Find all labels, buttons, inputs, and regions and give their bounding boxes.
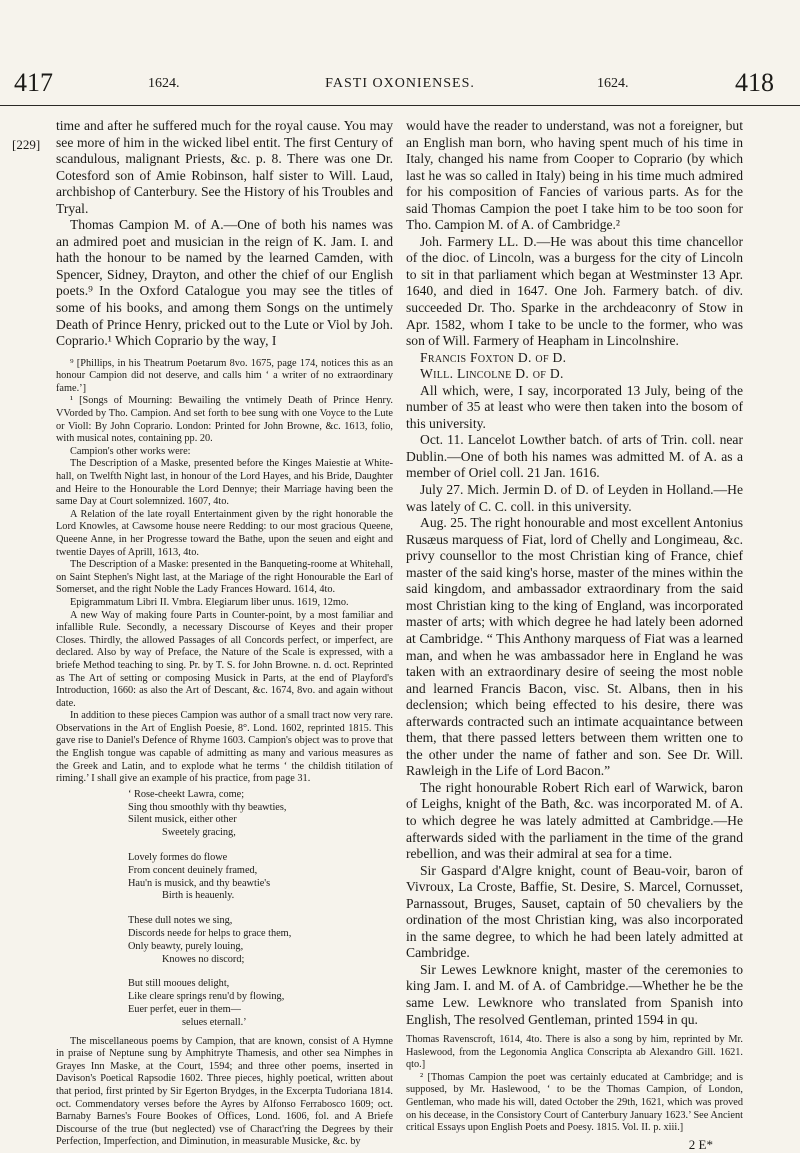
poem-line: Only beawty, purely louing, xyxy=(128,940,244,952)
poem-line: From concent deuinely framed, xyxy=(128,864,258,876)
header-rule xyxy=(0,105,800,106)
body-paragraph: Thomas Campion M. of A.—One of both his names was an admired poet and musician in the reign of K. Jam. I. and hath the honour to be named by the learned Camden, with Spencer, Sidney, Drayton, and other the chief of our English poets.⁹ In the Oxford Catalogue you may see the titles of some of his books, and among them Songs on the untimely Death of Prince Henry, pricked out to the Lute or Viol by Joh. Coprario.¹ Which Coprario by the way, I xyxy=(56,217,393,349)
footnote: A Relation of the late royall Entertainment given by the right honorable the Lord Knowles, at Cawsome house neere Redding: to our most gracious Queene, Queene Anne, in her Progresse toward the Bathe, upon the seuen and eight and twentie Dayes of Aprill, 1613, 4to. xyxy=(56,508,393,558)
footnote: In addition to these pieces Campion was author of a small tract now very rare. Observations in the Art of English Poesie, 8°. Lond. 1602, reprinted 1815. This gave rise to Daniel's Defence of Rhyme 1603. Campion's object was to prove that the English tongue was capable of admitting as many and various measures as the Greek and Latin, and to explode what he terms ‘ the childish titilation of riming.’ I shall give an example of his practice, from page 31. xyxy=(56,710,393,785)
page-number-right: 418 xyxy=(735,68,774,97)
footnote: Campion's other works were: xyxy=(70,445,191,457)
running-header xyxy=(0,62,800,102)
footnote: Thomas Ravenscroft, 1614, 4to. There is also a song by him, reprinted by Mr. Haslewood, from the Legonomia Anglica Conscripta ab Alexandro Gill. 1621. qto.] xyxy=(406,1034,743,1071)
right-column xyxy=(406,118,743,1153)
footnote: The miscellaneous poems by Campion, that are known, consist of A Hymne in praise of Neptune sung by Amphitryte Thamesis, and other sea Nimphes in Grayes Inn Maske, at the Court, 1594; and three other poems, inserted in Davison's Poetical Rapsodie 1602. Three pieces, highly poetical, written about that period, first printed by Sir Egerton Brydges, in the Excerpta Tudoriana 1814. oct. Commendatory verses before the Ayres by Alfonso Ferrabosco 1609; oct. Barnaby Barnes's Foure Bookes of Offices, Lond. 1606, fol. and A Briefe Discourse of the true (but neglected) vse of Charact'ring the Degrees by their Perfection, Imperfection, and Diminution, in measurable Musicke, &c. by xyxy=(56,1035,393,1148)
poem-line: Silent musick, either other xyxy=(128,814,237,826)
year-left: 1624. xyxy=(148,76,180,91)
entry-rusaeus: Aug. 25. The right honourable and most excellent Antonius Rusæus marquess of Fiat, lord of Chelly and Longimeau, &c. privy counsellor to the most Christian king of France, chief master of the said king's horse, master of the mines within the said kingdom, and ambassador extraordinary from the said most Christian king to the king of England, was incorporated master of arts; with which degree he had lately been adorned at Cambridge. “ This Anthony marquess of Fiat was a learned man, and when he was ambassador here in England he was taken with an extraordinary desire of seeing the most noble and learned Francis Bacon, visc. St. Albans, then in his declension; which being effected to his desire, there was afterwards contracted such an intimate acquaintance between them, that there passed letters between them written one to the other under the name of father and son. See Dr. Will. Rawleigh in the Life of Lord Bacon.” xyxy=(406,515,743,779)
footnote: ² [Thomas Campion the poet was certainly educated at Cambridge; and is supposed, by Mr. Haslewood, ‘ to be the Thomas Campion, of London, Gentleman, who made his will, dated October the 29th, 1621, which was proved on his decease, in the Consistory Court of Canterbury January 1623.’ See Ancient critical Essays upon English Poets and Poesy. 1815. Vol. II. p. xiii.] xyxy=(406,1071,743,1134)
left-column xyxy=(56,118,393,1149)
stanza-gap xyxy=(128,966,393,978)
footnote: ¹ [Songs of Mourning: Bewailing the vntimely Death of Prince Henry. VVorded by Tho. Campion. And set forth to bee sung with one Voyce to the Lute or Violl: By John Coprario. London: Printed for John Browne, &c. 1613, folio, with musical notes, containing pp. 20. xyxy=(56,395,393,445)
entry-lewknore: Sir Lewes Lewknore knight, master of the ceremonies to king Jam. I. and M. of A. of Cambridge.—Whether he be the same Lew. Lewknore who translated from Spanish into English, The resolved Gentleman, printed 1594 in qu. xyxy=(406,961,743,1027)
entry-algre: Sir Gaspard d'Algre knight, count of Beau-voir, baron of Vivroux, La Croste, Baffie, St. Desire, S. Marcel, Cornusset, Parnassout, Bruges, Sauset, captain of 50 chevaliers by the ordination of the most Christian king, was also incorporated in the same degree, to which he had been lately admitted at Cambridge. xyxy=(406,862,743,961)
poem-line: But still mooues delight, xyxy=(128,978,230,990)
body-paragraph: would have the reader to understand, was not a foreigner, but an English man born, who having spent much of his time in Italy, changed his name from Cooper to Coprario (by which last he was so called in Italy) being in his time much admired for his composition of Fancies of various parts. As for the said Thomas Campion the poet I take him to be too soon for Tho. Campion M. of A. of Cambridge.² xyxy=(406,118,743,233)
poem-line: Lovely formes do flowe xyxy=(128,852,228,864)
stanza-gap xyxy=(128,840,393,852)
footnote: The Description of a Maske, presented before the Kinges Maiestie at White-hall, on Twelfth Night last, in honour of the Lord Hayes, and his Bride, Daughter and Heire to the Honourable the Lord Dennye; their Marriage having been the same Day at Court solemnized. 1607, 4to. xyxy=(56,458,393,508)
entry-lowther: Oct. 11. Lancelot Lowther batch. of arts of Trin. coll. near Dublin.—One of both his names was admitted M. of A. as a member of Oriel coll. 21 Jan. 1616. xyxy=(406,432,743,481)
poem-quotation xyxy=(128,789,393,1030)
poem-line: Sing thou smoothly with thy beawties, xyxy=(128,801,287,813)
poem-line: selues eternall.’ xyxy=(182,1016,247,1028)
poem-line: Euer perfet, euer in them— xyxy=(128,1004,241,1015)
footnote: ⁹ [Phillips, in his Theatrum Poetarum 8vo. 1675, page 174, notices this as an honour Campion did not deserve, and calls him ‘ a writer of no extraordinary fame.’] xyxy=(56,357,393,394)
footnote: The Description of a Maske: presented in the Banqueting-roome at Whitehall, on Saint Stephen's Night last, at the Mariage of the right Honourable the Earl of Somerset, and the right Noble the Lady Frances Howard. 1614, 4to. xyxy=(56,559,393,596)
entry-rich: The right honourable Robert Rich earl of Warwick, baron of Leighs, knight of the Bath, &c. was incorporated M. of A. to which degree he was lately admitted at Cambridge.—He afterwards sided with the parliament in the time of the grand rebellion, and was their admiral at sea for a time. xyxy=(406,779,743,862)
entry-lincolne: Will. Lincolne D. of D. xyxy=(420,366,564,382)
signature-mark: 2 E* xyxy=(688,1136,713,1152)
poem-line: Sweetely gracing, xyxy=(162,827,236,839)
footnote: Epigrammatum Libri II. Vmbra. Elegiarum liber unus. 1619, 12mo. xyxy=(70,596,349,608)
footnote: A new Way of making foure Parts in Counter-point, by a most familiar and infallible Rule. Secondly, a necessary Discourse of Keyes and their proper Closes. Thirdly, the allowed Passages of all Concords perfect, or imperfect, are declared. Also by way of Preface, the Nature of the Scale is expressed, with a briefe Method teaching to sing. Pr. by T. S. for John Browne. n. d. oct. Reprinted as The Art of setting or composing Musick in Parts, at the end of Playford's Introduction, 1660: as also the Art of Descant, &c. 1674, 8vo. and again without date. xyxy=(56,609,393,709)
poem-line: Like cleare springs renu'd by flowing, xyxy=(128,991,285,1003)
poem-line: ‘ Rose-cheekt Lawra, come; xyxy=(128,788,245,800)
poem-line: Hau'n is musick, and thy beawtie's xyxy=(128,877,271,889)
entry-jermin: July 27. Mich. Jermin D. of D. of Leyden in Holland.—He was lately of C. C. coll. in this university. xyxy=(406,482,743,514)
entry-farmery: Joh. Farmery LL. D.—He was about this time chancellor of the dioc. of Lincoln, was a burgess for the city of Lincoln to sit in that parliament which began at Westminster 13 Apr. 1640, and died in 1647. One Joh. Farmery batch. of div. succeeded Dr. Tho. Sparke in the archdeaconry of Stow in Apr. 1582, whom I take to be uncle to the former, who was son of Will. Farmery of Heapham in Lincolnshire. xyxy=(406,233,743,349)
year-right: 1624. xyxy=(597,76,629,91)
body-paragraph: time and after he suffered much for the royal cause. You may see more of him in the wicked libel entit. The first Century of scandulous, malignant Priests, &c. p. 8. There was one Dr. Cotesford son of Amie Robinson, half sister to Will. Laud, archbishop of Canterbury. See the History of his Troubles and Tryal. xyxy=(56,118,393,216)
entry-foxton: Francis Foxton D. of D. xyxy=(420,349,567,365)
page-number-left: 417 xyxy=(14,68,53,97)
body-paragraph: All which, were, I say, incorporated 13 July, being of the number of 35 at least who were then taken into the bosom of this university. xyxy=(406,382,743,431)
stanza-gap xyxy=(128,903,393,915)
poem-line: Knowes no discord; xyxy=(162,953,245,965)
margin-page-number: [229] xyxy=(12,137,41,152)
poem-line: These dull notes we sing, xyxy=(128,915,233,927)
poem-line: Birth is heauenly. xyxy=(162,890,235,902)
running-title: FASTI OXONIENSES. xyxy=(325,76,475,91)
poem-line: Discords neede for helps to grace them, xyxy=(128,928,292,940)
